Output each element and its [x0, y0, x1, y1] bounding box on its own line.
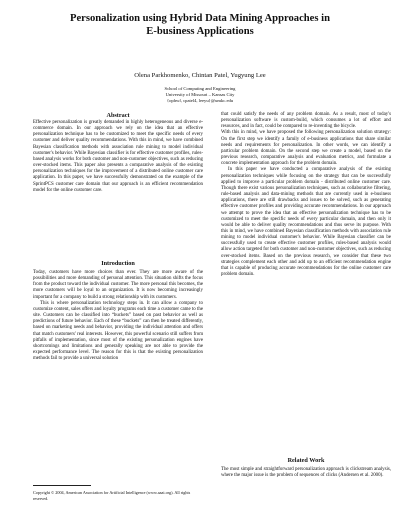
left-column [33, 112, 203, 194]
title-line-1: Personalization using Hybrid Data Mining Approaches in [70, 13, 330, 24]
abstract-text: Effective personalization is greatly demanded in highly heterogeneous and diverse e-commerce domain. In our approach we rely on the idea that an effective personalization technique has to be customized to meet the specific needs of every customer and deliver quality recommendations. With this in mind, we have combined Bayesian classification methods with association rule mining to model individual customer's behavior. While Bayesian classifier is for effective customer profiles, rules-based analysis works for both customer and non-customer objectives, such as reducing over-stocked items. This paper also presents a comparative analysis of the existing personalization techniques for the improvement of a distributed online customer care application. In this paper, we have successfully demonstrated on the example of the SprintPCS customer care domain that our approach is an efficient recommendation model for the online customer care. [33, 120, 203, 193]
abstract-heading: Abstract [106, 112, 130, 119]
affiliation-university: University of Missouri – Kansas City [165, 92, 235, 98]
affiliation-emails: {ophwf, cpatel4, leeyu}@umkc.edu [166, 98, 234, 104]
related-work-heading: Related Work [287, 457, 325, 464]
right-column [221, 112, 391, 278]
author-list: Olena Parkhomenko, Chintan Patel, Yugyung Lee [134, 72, 266, 79]
related-work-section [221, 457, 391, 479]
copyright-footnote: Copyright © 2004, American Association for Artificial Intelligence (www.aaai.org). All rights reserved. [33, 490, 191, 501]
introduction-paragraph-2: This is where personalization technology steps in. It can allow a company to customize content, sales offers and loyalty programs each time a customer came to the site. Customers can be classified into “buckets” based on past behavior as well as predictions of future behavior. Each of these “buckets” can then be treated differently, based on marketing needs and behavior, providing the individual attention and offers that match customers' real interests. However, this powerful scenario still suffers from pitfalls of implementation, since most of the existing personalization engines have shortcomings and limitations and generally speaking are not able to provide the expected performance level. The reason for this is that the existing personalization methods fail to provide a universal solution [33, 300, 203, 362]
introduction-heading: Introduction [101, 260, 135, 267]
introduction-paragraph-1: Today, customers have more choices than ever. They are more aware of the possibilities and more demanding of personal attention. This situation shifts the focus from the product toward the individual customer. The more personal this becomes, the more customers will be loyal to an organization. It is now becoming increasingly important for a company to build a strong relationship with its customers. [33, 270, 203, 300]
related-work-text: The most simple and straightforward personalization approach is clickstream analysis, where the major issue is the problem of sequences of clicks (Andersen et al. 2000). [221, 467, 391, 479]
paper-title [20, 12, 380, 38]
title-line-2: E-business Applications [146, 26, 254, 37]
introduction-section [33, 260, 203, 362]
footnote-rule [33, 485, 91, 486]
right-paragraph-1: that could satisfy the needs of any problem domain. As a result, most of today's personalization software is custom-build, which consumes a lot of effort and resources, and in fact, could be compared to re-inventing the bicycle. [221, 112, 391, 130]
affiliation-school: School of Computing and Engineering [164, 86, 236, 91]
affiliation [20, 86, 380, 105]
right-paragraph-3: In this paper we have conducted a comparative analysis of the existing personalization techniques while focusing on the strategy that can be successfully applied to improve a particular problem domain - distributed online customer care. Though there exist various personalization techniques, such as collaborative filtering, rule-based analysis and data-mining methods that are currently used in e-business applications, there are still drawbacks and issues to be solved, such as generating effective customer profiles and providing accurate recommendations. In our approach we attempt to prove the idea that an effective personalization technique has to be customized to meet the specific needs of every particular domain, and then only it would be able to deliver quality recommendations and thus serve its purpose. With this in mind, we have combined Bayesian classification methods with association rule mining to model individual customer's behavior. While Bayesian classifier can be successfully used to create effective customer profiles, rules-based analysis would allow action targeted for both customer and non-customer objectives, such as reducing over-stocked items. Based on the previous research, we consider that these two strategies complement each other and add up to an efficient recommendation engine that is capable of producing accurate recommendations for the online customer care problem domain. [221, 167, 391, 278]
right-paragraph-2: With this in mind, we have proposed the following personalization solution strategy: On the first step we identify a family of e-business applications that share similar needs and requirements for personalization. In other words, we can identify a particular problem domain. On the second step we create a model, based on the previous research, comparative analysis and evaluation metrics, and formulate a concrete implementation approach for the problem domain. [221, 130, 391, 167]
